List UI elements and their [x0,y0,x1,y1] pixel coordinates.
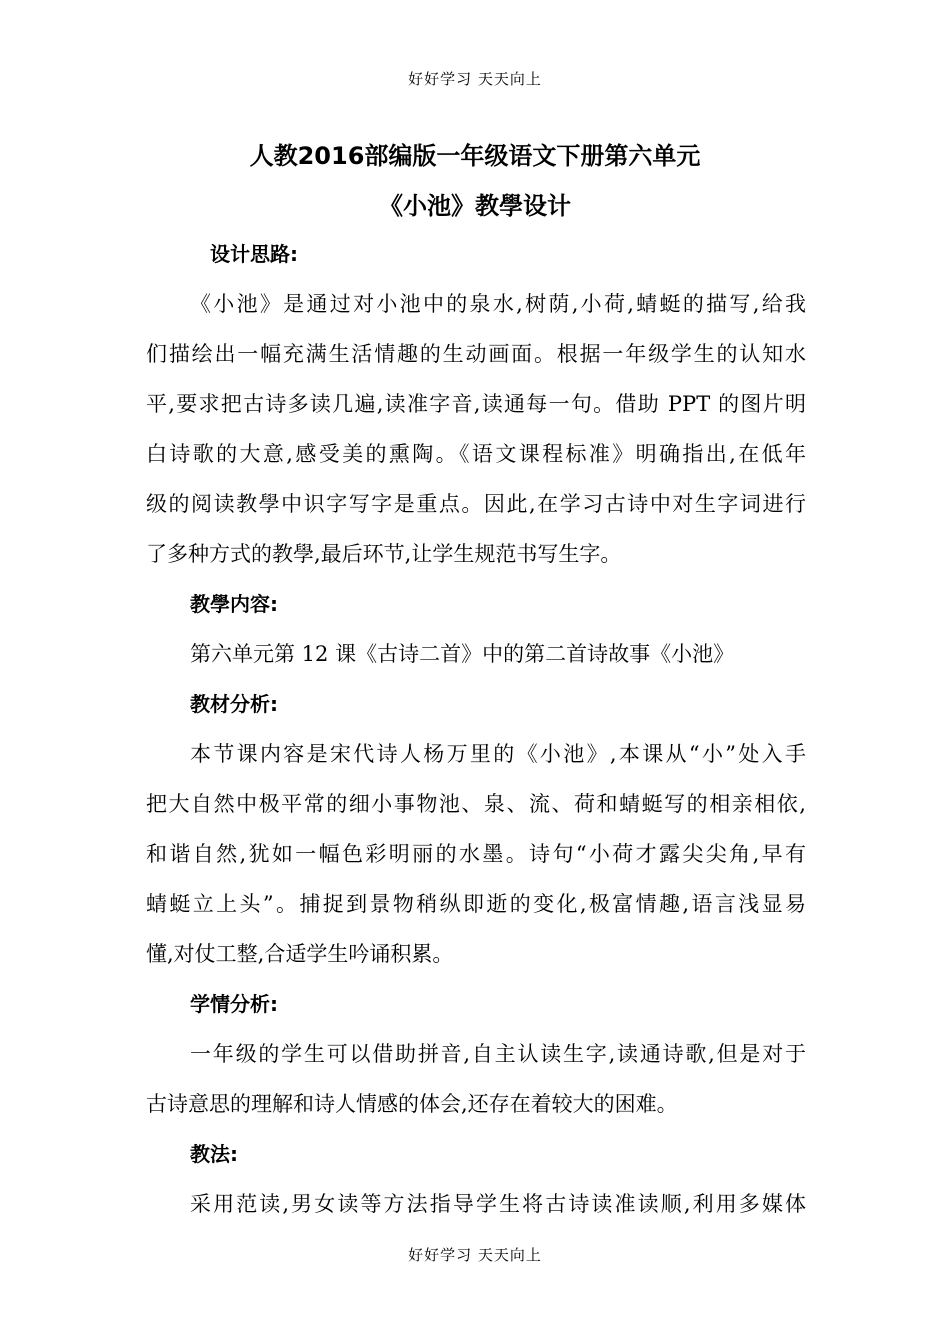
paragraph-line: 平,要求把古诗多读几遍,读准字音,读通每一句。借助 PPT 的图片明 [146,392,806,416]
paragraph-line: 蜻蜓立上头”。捕捉到景物稍纵即逝的变化,极富情趣,语言浅显易 [146,892,806,916]
paragraph-line: 和谐自然,犹如一幅色彩明丽的水墨。诗句“小荷才露尖尖角,早有 [146,842,806,866]
paragraph-line: 古诗意思的理解和诗人情感的体会,还存在着较大的困难。 [146,1092,678,1116]
paragraph-line: 们描绘出一幅充满生活情趣的生动画面。根据一年级学生的认知水 [146,342,806,366]
section-heading-method: 教法: [190,1142,238,1166]
paragraph-line: 把大自然中极平常的细小事物池、泉、流、荷和蜻蜓写的相亲相依, [146,792,806,816]
section-heading-students: 学情分析: [190,992,278,1016]
paragraph-line: 第六单元第 12 课《古诗二首》中的第二首诗故事《小池》 [190,642,735,666]
document-body [146,229,806,1229]
paragraph-line: 白诗歌的大意,感受美的熏陶。《语文课程标准》明确指出,在低年 [146,442,806,466]
paragraph-line: 级的阅读教學中识字写字是重点。因此,在学习古诗中对生字词进行 [146,492,806,516]
section-heading-design: 设计思路: [210,242,298,266]
paragraph-line: 《小池》是通过对小池中的泉水,树荫,小荷,蜻蜓的描写,给我 [190,292,806,316]
document-subtitle: 《小池》教學设计 [379,192,571,220]
paragraph-line: 采用范读,男女读等方法指导学生将古诗读准读顺,利用多媒体 [190,1192,806,1216]
page-footer: 好好学习 天天向上 [408,1246,542,1264]
section-heading-analysis: 教材分析: [190,692,278,716]
page-header: 好好学习 天天向上 [408,70,542,88]
paragraph-line: 了多种方式的教學,最后环节,让学生规范书写生字。 [146,542,622,566]
paragraph-line: 一年级的学生可以借助拼音,自主认读生字,读通诗歌,但是对于 [190,1042,806,1066]
document-title: 人教2016部编版一年级语文下册第六单元 [249,142,701,170]
paragraph-line: 本节课内容是宋代诗人杨万里的《小池》,本课从“小”处入手 [190,742,806,766]
section-heading-content: 教學内容: [190,592,278,616]
paragraph-line: 懂,对仗工整,合适学生吟诵积累。 [146,942,454,966]
